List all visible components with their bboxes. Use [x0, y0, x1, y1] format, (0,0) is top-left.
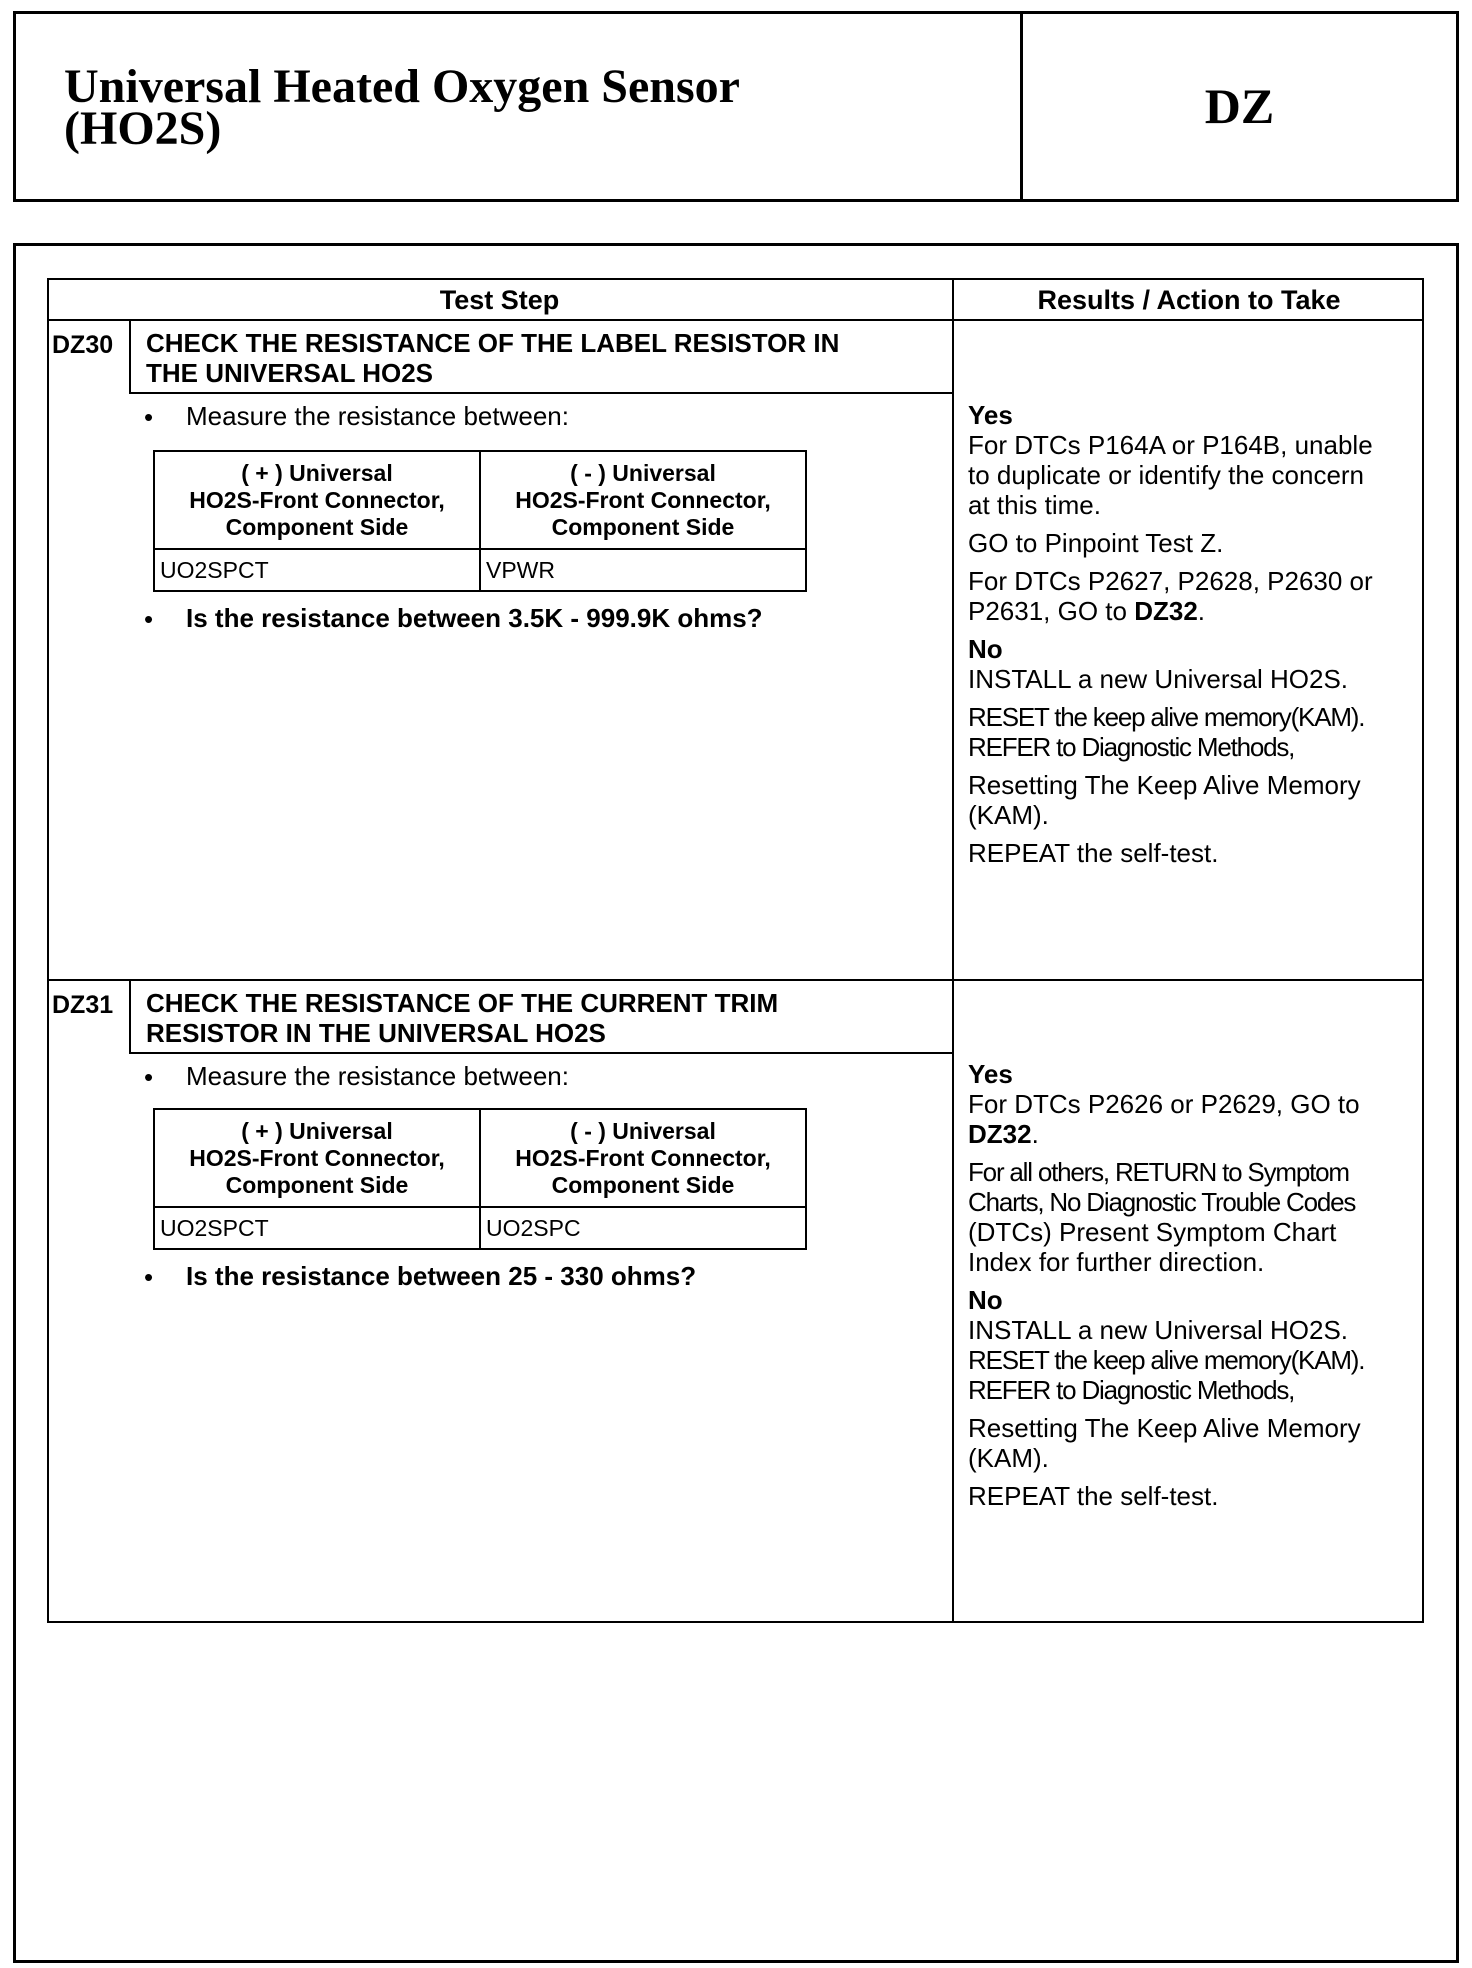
step-instruction: Measure the resistance between: — [186, 1061, 569, 1091]
no-label: No — [968, 634, 1003, 664]
step-instruction: Measure the resistance between: — [186, 401, 569, 431]
table-column-divider — [952, 278, 954, 1623]
meas-neg-value: VPWR — [480, 549, 806, 591]
col-header-results: Results / Action to Take — [1037, 285, 1341, 315]
yes-label: Yes — [968, 400, 1013, 430]
dz32-link[interactable]: DZ32 — [968, 1119, 1032, 1149]
dz30-title-underline — [129, 392, 952, 394]
results-dz31: Yes For DTCs P2626 or P2629, GO to DZ32. For all others, RETURN to Symptom Charts, No Diagnostic Trouble Codes (DTCs) Present Symptom Chart Index for further direction. No INSTALL a new Universal HO2S. RESET the keep alive memory(KAM). REFER to Diagnostic Methods, Resetting The Keep Alive Memory (KAM). REPEAT the self-test. — [968, 1059, 1422, 1511]
col-header-test-step: Test Step — [439, 285, 560, 315]
bullet-icon: • — [144, 604, 154, 634]
dz30-id-divider — [129, 321, 131, 393]
bullet-icon: • — [144, 1262, 154, 1292]
step-title: CHECK THE RESISTANCE OF THE CURRENT TRIM RESISTOR IN THE UNIVERSAL HO2S — [146, 988, 779, 1048]
meas-neg-header: ( - ) Universal HO2S-Front Connector, Component Side — [480, 1109, 806, 1207]
step-id: DZ31 — [52, 991, 114, 1019]
dz32-link[interactable]: DZ32 — [1134, 596, 1198, 626]
step-id: DZ30 — [52, 331, 114, 359]
meas-neg-header: ( - ) Universal HO2S-Front Connector, Component Side — [480, 451, 806, 549]
dz31-id-divider — [129, 981, 131, 1053]
yes-label: Yes — [968, 1059, 1013, 1089]
measurement-table — [153, 450, 807, 592]
results-dz30: Yes For DTCs P164A or P164B, unable to duplicate or identify the concern at this time. GO to Pinpoint Test Z. For DTCs P2627, P2628, P2630 or P2631, GO to DZ32. No INSTALL a new Universal HO2S. RESET the keep alive memory(KAM). REFER to Diagnostic Methods, Resetting The Keep Alive Memory (KAM). REPEAT the self-test. — [968, 400, 1422, 868]
meas-pos-header: ( + ) Universal HO2S-Front Connector, Component Side — [154, 451, 480, 549]
measurement-table — [153, 1108, 807, 1250]
meas-pos-header: ( + ) Universal HO2S-Front Connector, Component Side — [154, 1109, 480, 1207]
step-divider — [47, 979, 1424, 981]
page-title: Universal Heated Oxygen Sensor (HO2S) — [64, 60, 740, 155]
meas-pos-value: UO2SPCT — [154, 1207, 480, 1249]
step-question: Is the resistance between 3.5K - 999.9K ohms? — [186, 603, 763, 633]
step-title: CHECK THE RESISTANCE OF THE LABEL RESISTOR IN THE UNIVERSAL HO2S — [146, 328, 840, 388]
no-label: No — [968, 1285, 1003, 1315]
meas-neg-value: UO2SPC — [480, 1207, 806, 1249]
step-question: Is the resistance between 25 - 330 ohms? — [186, 1261, 697, 1291]
bullet-icon: • — [144, 1062, 154, 1092]
meas-pos-value: UO2SPCT — [154, 549, 480, 591]
table-header-divider — [47, 319, 1424, 321]
dz31-title-underline — [129, 1052, 952, 1054]
bullet-icon: • — [144, 402, 154, 432]
section-code: DZ — [1204, 78, 1275, 134]
